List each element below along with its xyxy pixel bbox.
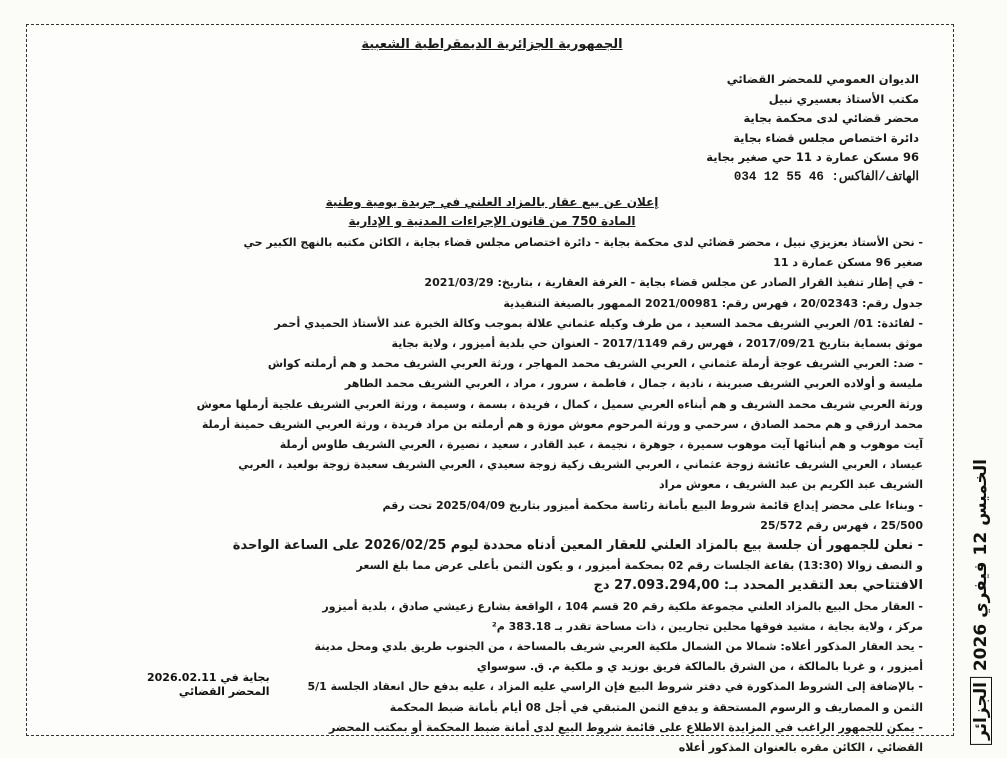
header-line: دائرة اختصاص مجلس قضاء بجاية — [733, 130, 919, 145]
body-line: الشريف عبد الكريم بن عبد الشريف ، معوش مراد — [659, 478, 923, 492]
body-line: - نحن الأستاذ بعزيزي نبيل ، محضر قضائي لدى محكمة بجاية - دائرة اختصاص مجلس قضاء بجاية ، الكائن مكتبه بالنهج الكبير حي — [243, 236, 923, 249]
body-line: صغير 96 مسكن عمارة د 11 — [773, 256, 923, 270]
notice-title — [61, 193, 923, 231]
body-line: و النصف زوالا (13:30) بقاعة الجلسات رقم 02 بمحكمة أميزور ، و يكون الثمن بأعلى عرض مما بلغ السعر — [356, 559, 923, 573]
body-line: الثمن و المصاريف و الرسوم المستحقة و يدفع الثمن المتبقي في أجل 08 أيام بأمانة ضبط المحكمة — [389, 700, 923, 714]
notice-frame — [26, 24, 954, 755]
body-line: القضائي ، الكائن مقره بالعنوان المذكور أعلاه — [678, 741, 923, 755]
header-phone: الهاتف/الفاكس: 46 55 12 034 — [733, 169, 919, 184]
signature-block — [147, 671, 270, 699]
header-line: محضر قضائي لدى محكمة بجاية — [743, 111, 919, 125]
body-line: - العقار محل البيع بالمزاد العلني مجموعة ملكية رقم 20 قسم 104 ، الواقعة بشارع زعيشي صادق ، بلدية أميزور — [322, 599, 923, 613]
side-band-date: الخميس 12 فيفري 2026 — [971, 459, 991, 672]
body-line: آيت موهوب و هم أبنائها آيت موهوب سميرة ، جوهرة ، نجيمة ، عبد القادر ، سعيد ، نصيرة ، العربي الشريف طاوس أرملة — [279, 438, 923, 452]
body-line: عيساد ، العربي الشريف عائشة زوجة عثماني ، العربي الشريف زكية زوجة سعيدي ، العربي الشريف سعيدة زوجة بولعيد ، العربي — [238, 458, 923, 472]
side-band-text — [971, 459, 991, 751]
starting-price-line: الافتتاحي بعد التقدير المحدد بـ: 27.093.294,00 دج — [593, 578, 923, 594]
body-line: - يمكن للجمهور الراغب في المزايدة الاطلاع على قائمة شروط البيع لدى أمانة ضبط المحكمة أو بمكتب المحضر — [328, 720, 923, 734]
body-line: - بالإضافة إلى الشروط المذكورة في دفتر شروط البيع فإن الراسي عليه المزاد ، عليه بدفع حال انعقاد الجلسة 5/1 — [307, 680, 923, 694]
legal-notice — [61, 35, 923, 758]
body-line: - يحد العقار المذكور أعلاه: شمالا من الشمال ملكية العربي شريف بالمساحة ، من الجنوب طريق بلدي ومحل مدينة — [314, 640, 923, 654]
body-line: 25/500 ، فهرس رقم 25/572 — [760, 518, 923, 532]
body-line: - لفائدة: 01/ العربي الشريف محمد السعيد ، من طرف وكيله عثماني علالة بموجب وكالة الخبرة عند الأستاذ الحميدي أحمر — [274, 316, 923, 330]
signature-role: المحضر القضائي — [178, 685, 270, 698]
body-line: مليسة و أولاده العربي الشريف صبرينة ، نادية ، جمال ، فاطمة ، سرور ، مراد ، العربي الشريف محمد الطاهر — [344, 377, 923, 391]
notice-title-line: إعلان عن بيع عقار بالمزاد العلني في جريدة يومية وطنية — [325, 195, 659, 209]
signature-date: بجاية في 2026.02.11 — [147, 671, 270, 684]
body-line: موثق بسماية بتاريخ 2017/09/21 ، فهرس رقم 2017/1149 - العنوان حي بلدية أميزور ، ولاية بجاية — [391, 337, 923, 351]
body-line: جدول رقم: 20/02343 ، فهرس رقم: 2021/00981 الممهور بالصيغة التنفيذية — [503, 296, 923, 310]
header-line: الديوان العمومي للمحضر القضائي — [726, 72, 919, 86]
header-line: مكتب الأستاذ بعسيري نبيل — [768, 91, 919, 106]
body-line: - ضد: العربي الشريف عوجة أرملة عثماني ، العربي الشريف محمد المهاجر ، ورثة العربي الشريف محمد و هم أرملته كواش — [267, 357, 923, 371]
body-line: - وبناءا على محضر إيداع قائمة شروط البيع بأمانة رئاسة محكمة أميزور بتاريخ 2025/04/09 تحت رقم — [382, 498, 923, 512]
body-line: - في إطار تنفيذ القرار الصادر عن مجلس قضاء بجاية - الغرفة العقارية ، بتاريخ: 2021/03/29 — [424, 276, 923, 290]
body-line: محمد ارزقي و هم محمد الصادق ، سرحمي و ورثة المرحوم معوش موزة و هم أرملته بن مراد فريدة ، ورثة العربي الشريف حمينة أرملة — [201, 417, 923, 431]
republic-heading: الجمهورية الجزائرية الديمقراطية الشعبية — [361, 37, 623, 52]
body-line: ورثة العربي شريف محمد الشريف و هم أبناءه العربي سميل ، كمال ، فريدة ، بسمة ، وسيمة ، ورثة العربي الشريف علجية أرملها معوش — [196, 397, 923, 411]
auction-date-line: - نعلن للجمهور أن جلسة بيع بالمزاد العلني للعقار المعين أدناه محددة ليوم 2026/02/25 على الساعة الواحدة — [232, 538, 923, 554]
body-line: مركز ، ولاية بجاية ، مشيد فوقها محلين تجاريين ، ذات مساحة تقدر بـ 383.18 م² — [491, 619, 923, 633]
header-line: 96 مسكن عمارة د 11 حي صغير بجاية — [706, 150, 919, 164]
notice-title-line: المادة 750 من قانون الإجراءات المدنية و الإدارية — [348, 214, 636, 228]
bailiff-office-header — [61, 70, 919, 187]
body-line: أميزور ، و غربا بالمالكة ، من الشرق بالمالكة فريق بوزيد ي و ملكية م. ق. سوسواي — [476, 660, 923, 674]
newspaper-side-band — [962, 459, 1000, 740]
newspaper-name: الجزائر — [970, 677, 992, 745]
